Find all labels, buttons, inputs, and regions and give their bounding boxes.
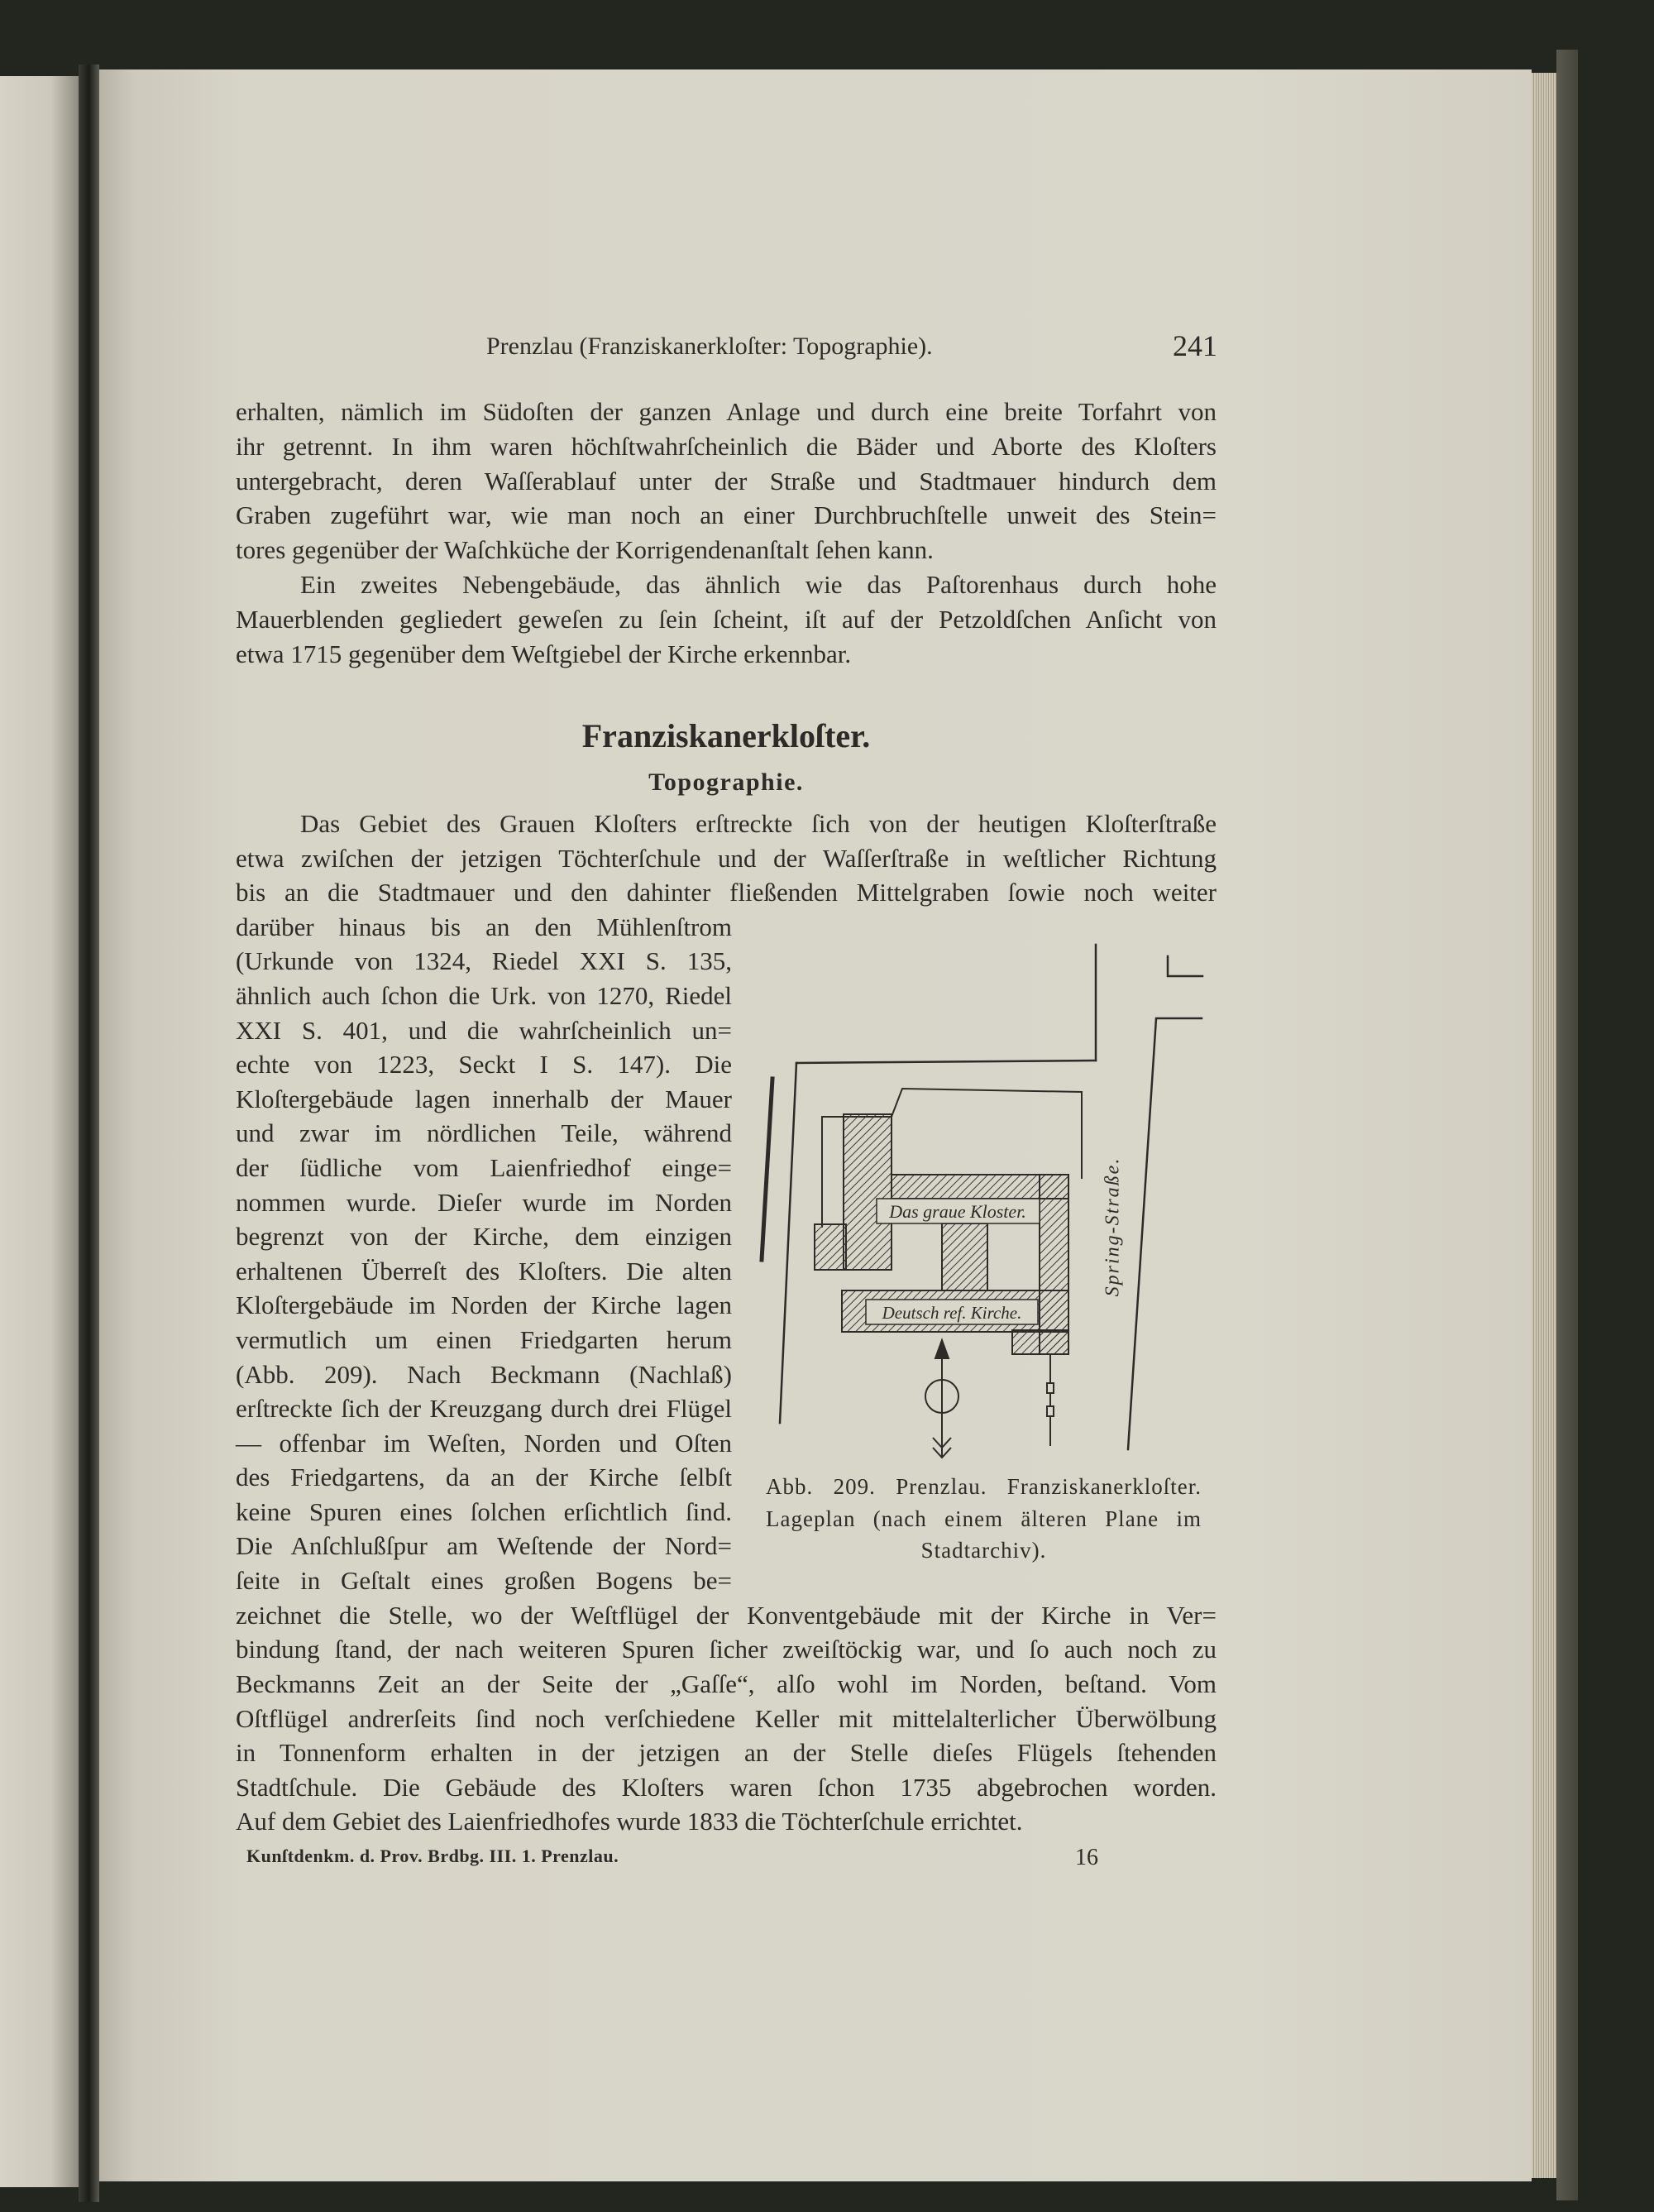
cloister-label: Das graue Kloster. (889, 1201, 1026, 1222)
caption-line: Abb. 209. Prenzlau. Franziskanerkloſter. (766, 1474, 1202, 1499)
text-line: in Tonnenform erhalten in der jetzigen an der Stelle dieſes Flügels ſtehenden (236, 1738, 1217, 1768)
text-line: Mauerblenden gegliedert geweſen zu ſein ſcheint, iſt auf der Petzoldſchen Anſicht von (236, 604, 1217, 634)
text-line: (Urkunde von 1324, Riedel XXI S. 135, (236, 946, 732, 976)
text-line: ſeite in Geſtalt eines großen Bogens be= (236, 1566, 732, 1596)
text-line: Beckmanns Zeit an der Seite der „Gaſſe“, alſo wohl im Norden, beſtand. Vom (236, 1669, 1217, 1698)
footer-imprint: Kunſtdenkm. d. Prov. Brdbg. III. 1. Prenzlau. (246, 1846, 619, 1866)
text-line: Kloſtergebäude lagen innerhalb der Mauer (236, 1084, 732, 1113)
text-line: bindung ſtand, der nach weiteren Spuren ſicher zweiſtöckig war, und ſo auch noch zu (236, 1635, 1217, 1664)
text-line: Graben zugeführt war, wie man noch an einer Durchbruchſtelle unweit des Stein= (236, 500, 1217, 530)
text-line: darüber hinaus bis an den Mühlenſtrom (236, 912, 732, 941)
intro-paragraphs (236, 395, 1217, 671)
church-east-part (1012, 1330, 1068, 1354)
church-label: Deutsch ref. Kirche. (882, 1303, 1022, 1323)
text-line: des Friedgartens, da an der Kirche ſelbſt (236, 1463, 732, 1492)
site-plan-figure (744, 926, 1224, 1464)
text-line: tores gegenüber der Waſchküche der Korrigendenanſtalt ſehen kann. (236, 535, 934, 565)
text-line: echte von 1223, Seckt I S. 147). Die (236, 1050, 732, 1080)
street-label: Spring-Straße. (1102, 1156, 1124, 1297)
page-stack-edges (1532, 73, 1556, 2178)
text-line: — offenbar im Weſten, Norden und Oſten (236, 1428, 732, 1458)
caption-line: Lageplan (nach einem älteren Plane im (766, 1506, 1202, 1531)
boundary-marker-post (1047, 1383, 1054, 1393)
text-line: bis an die Stadtmauer und den dahinter fließenden Mittelgraben ſowie noch weiter (236, 878, 1217, 907)
cloister-middle-block (942, 1223, 987, 1290)
text-line: erhalten, nämlich im Südoſten der ganzen Anlage und durch eine breite Torfahrt von (236, 397, 1217, 426)
text-line: Auf dem Gebiet des Laienfriedhofes wurde 1833 die Töchterſchule errichtet. (236, 1807, 1023, 1836)
north-arrow-head (935, 1340, 949, 1358)
book-binding (1556, 50, 1578, 2200)
text-line: untergebracht, deren Waſſerablauf unter der Straße und Stadtmauer hindurch dem (236, 466, 1217, 496)
text-line: Ein zweites Nebengebäude, das ähnlich wie das Paſtorenhaus durch hohe (300, 569, 1217, 599)
cloister-west-wing (844, 1114, 892, 1270)
caption-line: Stadtarchiv). (920, 1538, 1047, 1563)
town-wall-outer-line (762, 1079, 772, 1260)
section-subtitle: Topographie. (648, 768, 804, 796)
text-line: erhaltenen Überreſt des Kloſters. Die alten (236, 1256, 732, 1286)
street-line-horizontal (796, 1061, 1096, 1063)
town-wall-inner-line (780, 1063, 796, 1423)
text-line: begrenzt von der Kirche, dem einzigen (236, 1222, 732, 1252)
boundary-marker-post (1047, 1406, 1054, 1416)
topography-paragraph-bottom (236, 1598, 1217, 1839)
text-line: etwa zwiſchen der jetzigen Töchterſchule und der Waſſerſtraße in weſtlicher Richtung (236, 843, 1217, 873)
text-line: Das Gebiet des Grauen Kloſters erſtreckte ſich von der heutigen Kloſterſtraße (300, 809, 1217, 838)
text-line: und zwar im nördlichen Teile, während (236, 1118, 732, 1148)
text-line: Stadtſchule. Die Gebäude des Kloſters waren ſchon 1735 abgebrochen worden. (236, 1772, 1217, 1802)
text-line: erſtreckte ſich der Kreuzgang durch drei Flügel (236, 1394, 732, 1424)
text-line: XXI S. 401, und die wahrſcheinlich un= (236, 1015, 732, 1045)
corner-mark (1168, 956, 1202, 976)
topography-paragraph-narrow (236, 910, 732, 1598)
text-line: der ſüdliche vom Laienfriedhof einge= (236, 1152, 732, 1182)
text-line: etwa 1715 gegenüber dem Weſtgiebel der Kirche erkennbar. (236, 639, 852, 668)
text-line: ähnlich auch ſchon die Urk. von 1270, Riedel (236, 980, 732, 1010)
sheet-mark: 16 (1075, 1845, 1098, 1870)
running-head: Prenzlau (Franziskanerkloſter: Topographie). (486, 333, 933, 360)
boundary-marker (1047, 1354, 1054, 1446)
text-line: vermutlich um einen Friedgarten herum (236, 1324, 732, 1354)
text-line: nommen wurde. Dieſer wurde im Norden (236, 1187, 732, 1217)
text-line: Oſtflügel andrerſeits ſind noch verſchiedene Keller mit mittelalterlicher Überwölbung (236, 1703, 1217, 1733)
text-line: Kloſtergebäude im Norden der Kirche lagen (236, 1290, 732, 1320)
text-line: zeichnet die Stelle, wo der Weſtflügel der Konventgebäude mit der Kirche in Ver= (236, 1600, 1217, 1630)
section-title: Franziskanerkloſter. (581, 717, 871, 754)
text-line: (Abb. 209). Nach Beckmann (Nachlaß) (236, 1359, 732, 1389)
left-page-edge (0, 76, 79, 2187)
cloister-west-annex (815, 1224, 846, 1270)
text-line: keine Spuren eines ſolchen erſichtlich ſind. (236, 1496, 732, 1526)
text-line: ihr getrennt. In ihm waren höchſtwahrſcheinlich die Bäder und Aborte des Kloſters (236, 431, 1217, 461)
book-gutter (79, 65, 99, 2202)
figure-caption (766, 1471, 1202, 1567)
street-line-east (1128, 1018, 1202, 1449)
north-arrow (925, 1340, 958, 1458)
topography-paragraph-top (236, 807, 1217, 910)
page-number: 241 (1173, 329, 1217, 362)
text-line: Die Anſchlußſpur am Weſtende der Nord= (236, 1531, 732, 1561)
